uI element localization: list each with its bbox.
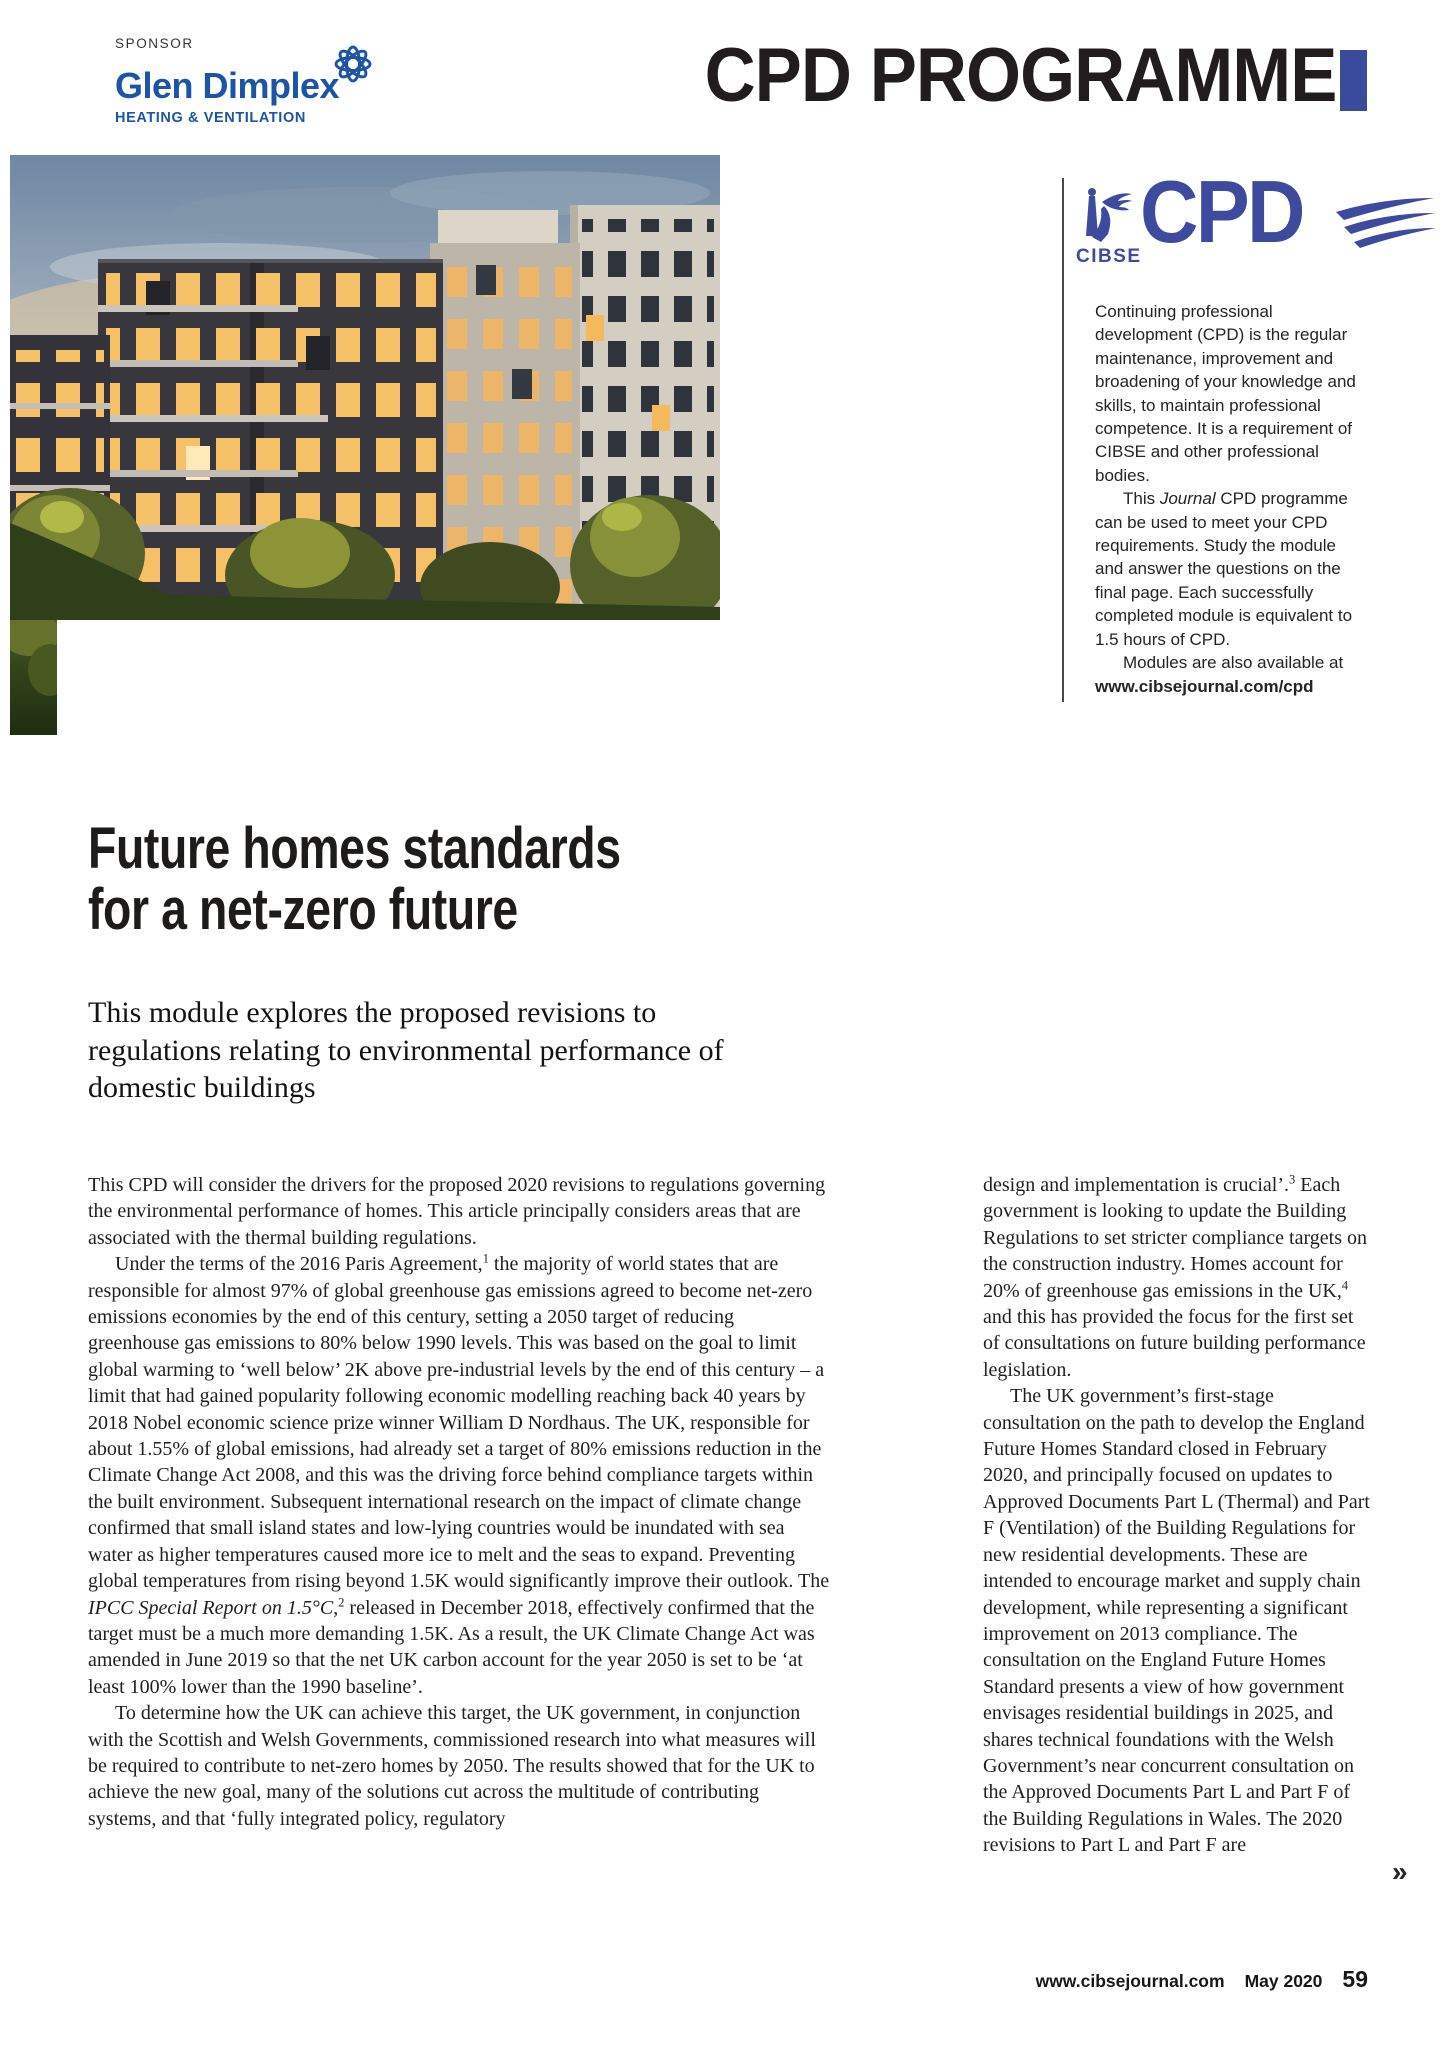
article-title-line1: Future homes standards [88,816,621,881]
cpd-swoosh-icon [1332,196,1438,248]
body-column-left [88,1172,830,1832]
cibse-crest-icon [1078,186,1136,244]
headline-accent-block [1340,50,1367,111]
cpd-panel-paragraph: Modules are also available at www.cibsejournal.com/cpd [1095,653,1344,696]
article-title-line2: for a net-zero future [88,877,518,942]
body-paragraph: design and implementation is crucial’.$^3$ Each government is looking to update the Building Regulations to set stricter compliance targets on the construction industry. Homes account for 20% of greenhouse gas emissions in the UK,$^4$ and this has provided the focus for the first set of consultations on future building performance legislation. [983,1172,1367,1381]
article-standfirst: This module explores the proposed revisions to regulations relating to environmental performance of domestic buildings [88,996,724,1104]
hero-photo-apartment-buildings [10,155,720,620]
sponsor-tagline: HEATING & VENTILATION [115,110,306,126]
body-paragraph: This CPD will consider the drivers for the proposed 2020 revisions to regulations governing the environmental performance of homes. This article principally considers areas that are associated with the thermal building regulations. [88,1174,826,1249]
footer-url: www.cibsejournal.com [1035,1971,1225,1991]
glen-dimplex-knot-icon [331,42,375,86]
body-paragraph: Under the terms of the 2016 Paris Agreement,$^1$ the majority of world states that are responsible for almost 97% of global greenhouse gas emissions agreed to become net-zero emissions economies by the end of this century, setting a 2050 target of reducing greenhouse gas emissions to 80% below 1990 levels. This was based on the goal to limit global warming to ‘well below’ 2K above pre-industrial levels by the end of this century – a limit that had gained popularity following economic modelling reaching back 40 years by 2018 Nobel economic science prize winner William D Nordhaus. The UK, responsible for about 1.55% of global emissions, had already set a target of 80% emissions reduction in the Climate Change Act 2008, and this was the driving force behind compliance targets within the built environment. Subsequent international research on the impact of climate change confirmed that small island states and low-lying countries would be inundated with sea water as higher temperatures caused more ice to melt and the seas to expand. Preventing global temperatures from rising beyond 1.5K would significantly improve their outlook. The IPCC Special Report on 1.5°C,$^2$ released in December 2018, effectively confirmed that the target must be a much more demanding 1.5K. As a result, the UK Climate Change Act was amended in June 2019 so that the net UK carbon account for the year 2050 is set to be ‘at least 100% lower than the 1990 baseline’. [88,1251,830,1698]
body-paragraph: To determine how the UK can achieve this target, the UK government, in conjunction with the Scottish and Welsh Governments, commissioned research into what measures will be required to contribute to net-zero homes by 2050. The results showed that for the UK to achieve the new goal, many of the solutions cut across the multitude of contributing systems, and that ‘fully integrated policy, regulatory [88,1702,816,1830]
body-column-right [983,1172,1373,1859]
hero-photo-left-strip [10,620,57,735]
page-title: CPD PROGRAMME [704,33,1336,118]
cibse-wordmark: CIBSE [1076,246,1142,267]
article-title [88,818,621,940]
continuation-chevron-icon: » [1392,1856,1408,1887]
cpd-panel-description [1095,300,1359,698]
sponsor-label: SPONSOR [115,36,194,51]
footer-issue-date: May 2020 [1244,1971,1323,1991]
cpd-panel-paragraph: This Journal CPD programme can be used to meet your CPD requirements. Study the module and answer the questions on the final page. Each successfully completed module is equivalent to 1.5 hours of CPD. [1095,489,1353,649]
cpd-logo-wordmark: CPD [1140,162,1303,261]
sidebar-divider [1062,178,1064,702]
hero-photo-illustration [10,155,720,620]
body-paragraph: The UK government’s first-stage consultation on the path to develop the England Future Homes Standard closed in February 2020, and principally focused on updates to Approved Documents Part L (Thermal) and Part F (Ventilation) of the Building Regulations for new residential developments. These are intended to encourage market and supply chain development, while representing a significant improvement on 2013 compliance. The consultation on the England Future Homes Standard presents a view of how government envisages residential buildings in 2025, and shares technical foundations with the Welsh Government’s near concurrent consultation on the Approved Documents Part L and Part F of the Building Regulations in Wales. The 2020 revisions to Part L and Part F are [983,1385,1370,1857]
page-footer [1036,1966,1368,1993]
sponsor-name: Glen Dimplex [115,65,340,106]
cpd-panel-paragraph: Continuing professional development (CPD) is the regular maintenance, improvement and broadening of your knowledge and skills, to maintain professional competence. It is a requirement of CIBSE and other professional bodies. [1095,302,1356,485]
sponsor-logo [115,36,415,126]
footer-page-number: 59 [1342,1966,1368,1992]
